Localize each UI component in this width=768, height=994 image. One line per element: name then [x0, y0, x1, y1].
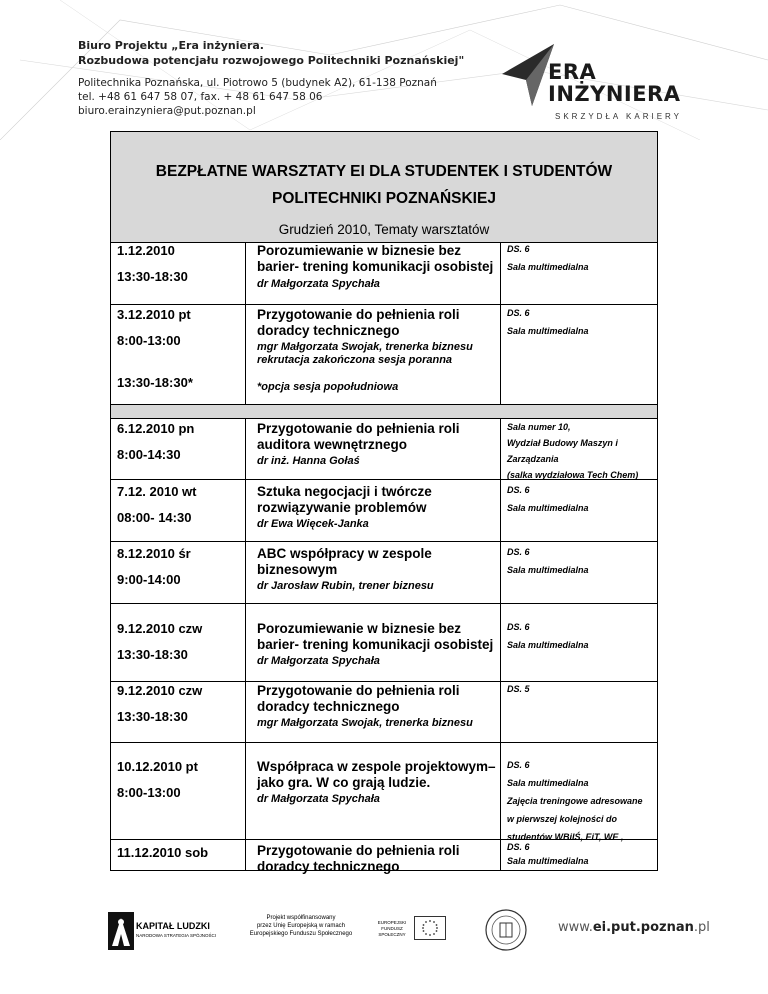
place-line: Zajęcia treningowe adresowane [507, 796, 643, 806]
place-line: Sala multimedialna [507, 326, 589, 336]
place-line: DS. 6 [507, 485, 530, 495]
row-time: 8:00-14:30 [117, 447, 181, 462]
header-line2: Rozbudowa potencjału rozwojowego Politechniki Poznańskiej" [78, 54, 465, 67]
row-trainer: dr Jarosław Rubin, trener biznesu [257, 580, 434, 592]
footer-logos [0, 900, 768, 970]
row-datetime [117, 484, 241, 526]
row-trainer: dr Ewa Więcek-Janka [257, 518, 369, 530]
row-date: 1.12.2010 [117, 243, 175, 258]
cofinancing-line: Projekt współfinansowany [266, 915, 336, 921]
row-trainer: dr inż. Hanna Gołaś [257, 455, 360, 467]
place-line: Zarządzania [507, 454, 559, 464]
row-divider [111, 681, 657, 682]
row-topic-cell [257, 621, 497, 668]
place-line: Sala multimedialna [507, 262, 589, 272]
row-topic: ABC współpracy w zespole biznesowym [257, 546, 432, 577]
row-topic: Przygotowanie do pełnienia roli doradcy technicznego [257, 683, 460, 714]
place-line: Sala multimedialna [507, 778, 589, 788]
row-place [507, 841, 655, 867]
url-suffix: .pl [693, 920, 710, 935]
place-line: DS. 6 [507, 622, 530, 632]
website-url [558, 920, 710, 935]
eu-fund-label [372, 920, 412, 938]
table-subtitle: Grudzień 2010, Tematy warsztatów [111, 218, 657, 243]
cofinancing-line: Europejskiego Funduszu Społecznego [249, 931, 353, 937]
row-datetime [117, 841, 241, 861]
place-line: Sala multimedialna [507, 856, 589, 866]
row-time: 13:30-18:30 [117, 647, 188, 662]
row-trainer: dr Małgorzata Spychała [257, 655, 380, 667]
row-date: 8.12.2010 śr [117, 546, 191, 561]
header-contact-block [78, 38, 464, 118]
row-divider [111, 541, 657, 542]
row-topic: Porozumiewanie w biznesie bez barier- trening komunikacji osobistej [257, 243, 494, 274]
row-date: 9.12.2010 czw [117, 683, 203, 698]
row-topic: Współpraca w zespole projektowym– jako gra. W co grają ludzie. [257, 759, 496, 790]
row-topic: Porozumiewanie w biznesie bez barier- trening komunikacji osobistej [257, 621, 494, 652]
row-place [507, 683, 655, 695]
row-topic-cell [257, 683, 497, 730]
row-place [507, 621, 655, 651]
kapital-ludzki-icon [108, 912, 134, 950]
row-topic-cell [257, 484, 497, 531]
row-date: 9.12.2010 czw [117, 621, 203, 636]
row-divider [111, 742, 657, 743]
header-address: Politechnika Poznańska, ul. Piotrowo 5 (budynek A2), 61-138 Poznań [78, 77, 437, 89]
url-prefix: www. [558, 920, 593, 935]
header-line1: Biuro Projektu „Era inżyniera. [78, 39, 264, 52]
era-inzyniera-logo [502, 40, 682, 135]
university-seal-icon [484, 908, 528, 952]
row-time: 8:00-13:00 [117, 333, 181, 348]
place-line: studentów WBiIŚ, EiT, WE , [507, 832, 624, 842]
place-line: Sala multimedialna [507, 565, 589, 575]
row-topic-cell [257, 421, 497, 468]
kl-subtitle: NARODOWA STRATEGIA SPÓJNOŚCI [136, 933, 217, 938]
row-datetime [117, 421, 241, 463]
url-domain: ei.put.poznan [592, 920, 694, 935]
row-time: 08:00- 14:30 [117, 510, 192, 525]
row-topic-cell [257, 243, 497, 291]
logo-word-era: ERA [548, 60, 597, 84]
place-line: Wydział Budowy Maszyn i [507, 438, 618, 448]
logo-tagline: SKRZYDŁA KARIERY [555, 112, 682, 121]
place-line: DS. 6 [507, 842, 530, 852]
title-line2: POLITECHNIKI POZNAŃSKIEJ [272, 190, 496, 207]
place-line: Sala multimedialna [507, 640, 589, 650]
row-topic-cell [257, 759, 497, 806]
row-place [507, 759, 655, 843]
header-phone: tel. +48 61 647 58 07, fax. + 48 61 647 58 06 [78, 91, 323, 103]
row-divider [111, 404, 657, 405]
row-trainer: mgr Małgorzata Swojak, trenerka biznesu [257, 341, 473, 353]
row-place [507, 307, 655, 337]
header-email: biuro.erainzyniera@put.poznan.pl [78, 105, 256, 117]
row-date: 11.12.2010 sob [117, 845, 209, 860]
row-note: rekrutacja zakończona sesja poranna [257, 354, 453, 366]
place-line: Sala multimedialna [507, 503, 589, 513]
row-datetime [117, 546, 241, 588]
row-topic: Przygotowanie do pełnienia roli doradcy technicznego [257, 843, 460, 874]
cofinancing-line: przez Unię Europejską w ramach [256, 923, 346, 929]
row-divider [111, 304, 657, 305]
column-divider [245, 242, 246, 870]
row-place [507, 421, 655, 481]
place-line: w pierwszej kolejności do [507, 814, 618, 824]
eu-flag-icon [414, 916, 446, 940]
row-datetime [117, 307, 241, 391]
row-time-alt: 13:30-18:30* [117, 375, 193, 390]
row-datetime [117, 759, 241, 801]
row-date: 6.12.2010 pn [117, 421, 195, 436]
logo-word-inzyniera: INŻYNIERA [548, 82, 681, 106]
eu-fund-line: FUNDUSZ SPOŁECZNY [378, 926, 406, 937]
row-topic-cell [257, 841, 497, 874]
workshop-table [110, 131, 658, 874]
kl-title: KAPITAŁ LUDZKI [136, 921, 210, 931]
kapital-ludzki-logo [108, 912, 228, 952]
row-place [507, 546, 655, 576]
row-topic-cell [257, 546, 497, 593]
row-place [507, 243, 655, 273]
place-line: (salka wydziałowa Tech Chem) [507, 470, 639, 480]
row-date: 10.12.2010 pt [117, 759, 198, 774]
row-topic: Przygotowanie do pełnienia roli doradcy technicznego [257, 307, 460, 338]
row-time: 13:30-18:30 [117, 269, 188, 284]
place-line: Sala numer 10, [507, 422, 571, 432]
title-line1: BEZPŁATNE WARSZTATY EI DLA STUDENTEK I STUDENTÓW [155, 163, 613, 180]
place-line: DS. 6 [507, 760, 530, 770]
row-time: 8:00-13:00 [117, 785, 181, 800]
separator-band [111, 404, 657, 418]
column-divider [500, 242, 501, 870]
place-line: DS. 6 [507, 308, 530, 318]
row-datetime [117, 621, 241, 663]
row-topic-cell [257, 307, 497, 394]
row-topic: Sztuka negocjacji i twórcze rozwiązywanie problemów [257, 484, 432, 515]
row-date: 7.12. 2010 wt [117, 484, 197, 499]
row-datetime [117, 683, 241, 725]
row-trainer: dr Małgorzata Spychała [257, 793, 380, 805]
place-line: DS. 6 [507, 547, 530, 557]
place-line: DS. 6 [507, 244, 530, 254]
row-topic: Przygotowanie do pełnienia roli auditora wewnętrznego [257, 421, 460, 452]
row-time: 9:00-14:00 [117, 572, 181, 587]
row-divider [111, 418, 657, 419]
row-divider [111, 603, 657, 604]
cofinancing-text [246, 914, 356, 938]
row-time: 13:30-18:30 [117, 709, 188, 724]
row-note-alt: *opcja sesja popołudniowa [257, 381, 399, 393]
row-trainer: mgr Małgorzata Swojak, trenerka biznesu [257, 717, 473, 729]
row-trainer: dr Małgorzata Spychała [257, 278, 380, 290]
paper-plane-icon [502, 44, 554, 106]
row-date: 3.12.2010 pt [117, 307, 191, 322]
row-place [507, 484, 655, 514]
row-datetime [117, 243, 241, 285]
place-line: DS. 5 [507, 684, 530, 694]
eu-fund-line: EUROPEJSKI [377, 920, 407, 925]
table-title [111, 132, 657, 219]
